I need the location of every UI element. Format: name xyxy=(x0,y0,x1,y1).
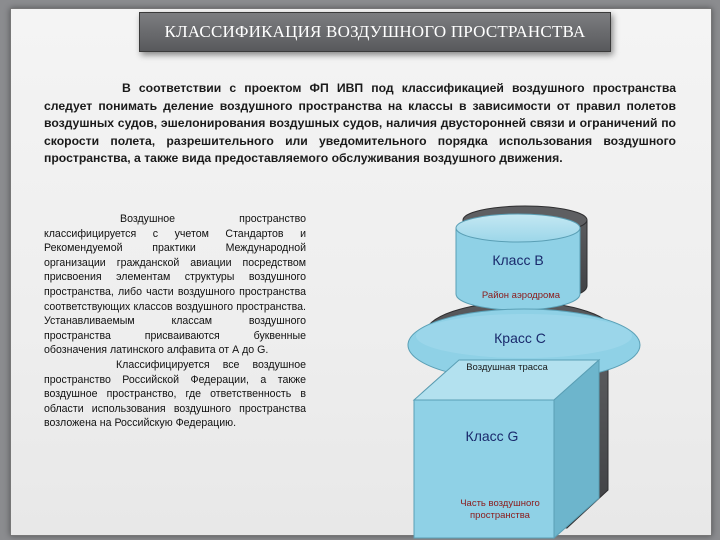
class-g-label: Класс G xyxy=(465,428,519,444)
class-c-label: Красс С xyxy=(494,330,546,346)
slide-title: КЛАССИФИКАЦИЯ ВОЗДУШНОГО ПРОСТРАНСТВА xyxy=(164,22,586,41)
class-b-caption: Район аэродрома xyxy=(481,290,561,301)
left-paragraph-1: Воздушное пространство классифицируется с учетом Стандартов и Рекомендуемой практики Международной организации гражданской авиации посредством присвоения элементам структуры воздушного пространства, либо части воздушного пространства соответствующих классов воздушного пространства. Устанавливаемым классам воздушного пространства присваиваются буквенные обозначения латинского алфавита от А до G. xyxy=(44,213,306,357)
intro-paragraph: В соответствии с проектом ФП ИВП под классификацией воздушного пространства следует понимать деление воздушного пространства на классы в зависимости от правил полетов воздушных судов, эшелонирования воздушных судов, наличия двусторонней связи и ограничений по скорости полета, разрешительного или уведомительного порядка использования воздушного пространства, а также вида предоставляемого обслуживания воздушного движения. xyxy=(44,81,676,165)
class-b-label: Класс B xyxy=(492,252,544,268)
left-paragraph-2: Классифицируется все воздушное пространство Российской Федерации, а также воздушное пространство, где ответственность в области использования воздушного пространства возложена на Российскую Федерацию. xyxy=(44,358,306,430)
class-c-caption: Воздушная трасса xyxy=(466,362,548,373)
class-g-caption: Часть воздушного пространства xyxy=(460,498,540,521)
